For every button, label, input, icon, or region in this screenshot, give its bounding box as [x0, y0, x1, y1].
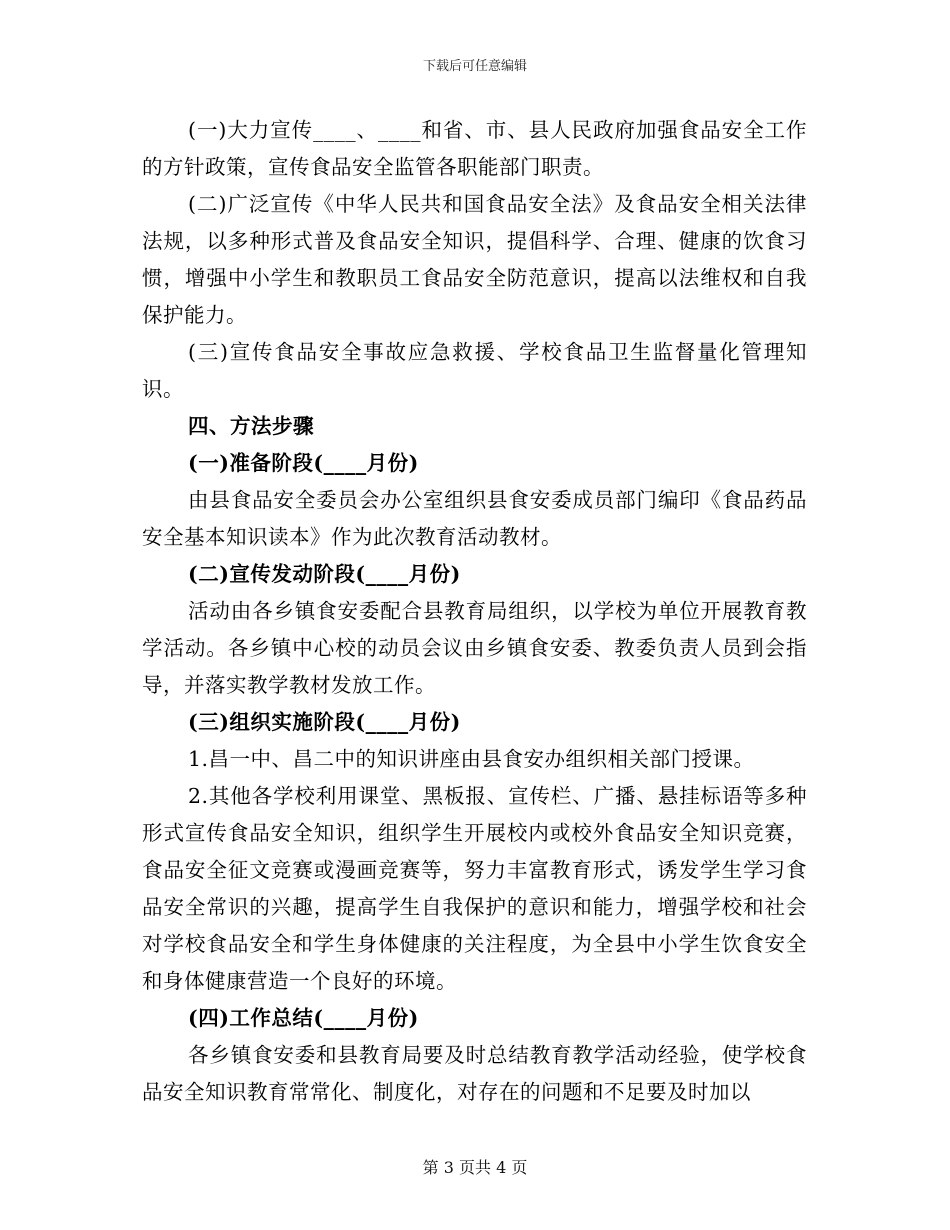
paragraph-mobilization: 活动由各乡镇食安委配合县教育局组织，以学校为单位开展教育教学活动。各乡镇中心校的动员会议由乡镇食安委、教委负责人员到会指导，并落实教学教材发放工作。 [142, 599, 807, 697]
paragraph-publicize-policy: (一)大力宣传____、____和省、市、县人民政府加强食品安全工作的方针政策，宣传食品安全监管各职能部门职责。 [142, 118, 807, 179]
subheading-summary: (四)工作总结(____月份) [188, 1006, 419, 1030]
page-footer: 第 3 页共 4 页 [422, 1158, 528, 1177]
paragraph-publicize-emergency: (三)宣传食品安全事故应急救援、学校食品卫生监督量化管理知识。 [142, 340, 807, 401]
paragraph-preparation: 由县食品安全委员会办公室组织县食安委成员部门编印《食品药品安全基本知识读本》作为此次教育活动教材。 [142, 488, 807, 549]
paragraph-implementation-1: 1.昌一中、昌二中的知识讲座由县食安办组织相关部门授课。 [188, 747, 755, 771]
page-header: 下载后可任意编辑 [422, 59, 527, 74]
subheading-preparation: (一)准备阶段(____月份) [188, 451, 419, 475]
document-body [142, 112, 807, 1111]
subheading-implementation: (三)组织实施阶段(____月份) [188, 710, 461, 734]
paragraph-publicize-law: (二)广泛宣传《中华人民共和国食品安全法》及食品安全相关法律法规，以多种形式普及食品安全知识，提倡科学、合理、健康的饮食习惯，增强中小学生和教职员工食品安全防范意识，提高以法维权和自我保护能力。 [142, 192, 807, 327]
subheading-mobilization: (二)宣传发动阶段(____月份) [188, 562, 461, 586]
paragraph-summary: 各乡镇食安委和县教育局要及时总结教育教学活动经验，使学校食品安全知识教育常常化、制度化，对存在的问题和不足要及时加以 [142, 1043, 807, 1104]
section-heading-methods: 四、方法步骤 [188, 414, 314, 438]
paragraph-implementation-2: 2.其他各学校利用课堂、黑板报、宣传栏、广播、悬挂标语等多种形式宣传食品安全知识，组织学生开展校内或校外食品安全知识竞赛，食品安全征文竞赛或漫画竞赛等，努力丰富教育形式，诱发学生学习食品安全常识的兴趣，提高学生自我保护的意识和能力，增强学校和社会对学校食品安全和学生身体健康的关注程度，为全县中小学生饮食安全和身体健康营造一个良好的环境。 [142, 784, 807, 993]
